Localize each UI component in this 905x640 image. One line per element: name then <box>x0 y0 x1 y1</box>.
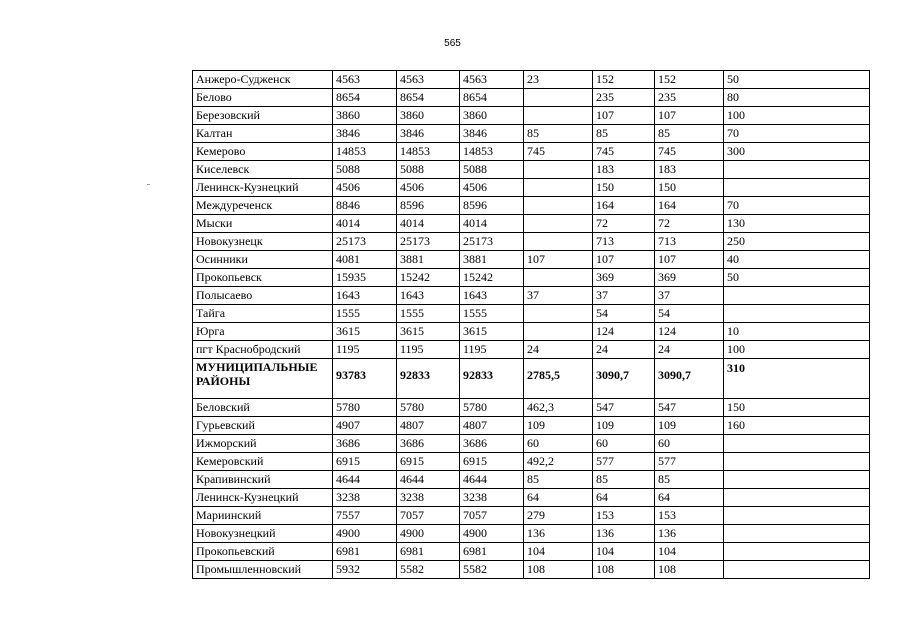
table-row <box>193 417 870 435</box>
value-cell: 100 <box>724 341 870 359</box>
value-cell: 85 <box>655 125 724 143</box>
value-cell: 8654 <box>397 89 460 107</box>
table-row <box>193 233 870 251</box>
value-cell: 150 <box>655 179 724 197</box>
value-cell <box>724 507 870 525</box>
section-row <box>193 359 870 399</box>
value-cell: 7057 <box>460 507 524 525</box>
table-row <box>193 561 870 579</box>
value-cell: 3238 <box>460 489 524 507</box>
value-cell: 300 <box>724 143 870 161</box>
value-cell: 109 <box>593 417 655 435</box>
value-cell: 85 <box>524 125 593 143</box>
value-cell: 3686 <box>333 435 397 453</box>
value-cell: 70 <box>724 125 870 143</box>
municipality-name-cell: Беловский <box>193 399 333 417</box>
value-cell: 72 <box>655 215 724 233</box>
municipality-name-cell: Белово <box>193 89 333 107</box>
value-cell: 4907 <box>333 417 397 435</box>
value-cell: 15935 <box>333 269 397 287</box>
table-row <box>193 471 870 489</box>
value-cell: 235 <box>593 89 655 107</box>
table-row <box>193 179 870 197</box>
value-cell: 152 <box>593 71 655 89</box>
value-cell: 124 <box>593 323 655 341</box>
value-cell: 4644 <box>397 471 460 489</box>
value-cell: 14853 <box>397 143 460 161</box>
value-cell: 85 <box>655 471 724 489</box>
municipality-name-cell: Ленинск-Кузнецкий <box>193 179 333 197</box>
value-cell: 3846 <box>397 125 460 143</box>
value-cell: 3238 <box>333 489 397 507</box>
value-cell: 3686 <box>397 435 460 453</box>
value-cell: 5932 <box>333 561 397 579</box>
value-cell <box>724 161 870 179</box>
value-cell: 107 <box>593 251 655 269</box>
value-cell: 713 <box>655 233 724 251</box>
value-cell <box>524 197 593 215</box>
value-cell: 8596 <box>460 197 524 215</box>
page-number: 565 <box>444 38 461 49</box>
value-cell <box>524 179 593 197</box>
value-cell: 153 <box>655 507 724 525</box>
value-cell: 4014 <box>333 215 397 233</box>
table-row <box>193 435 870 453</box>
value-cell: 109 <box>524 417 593 435</box>
municipality-name-cell: Мариинский <box>193 507 333 525</box>
value-cell: 3881 <box>397 251 460 269</box>
value-cell: 14853 <box>460 143 524 161</box>
value-cell: 547 <box>655 399 724 417</box>
table-row <box>193 143 870 161</box>
value-cell: 3860 <box>333 107 397 125</box>
value-cell: 8654 <box>333 89 397 107</box>
value-cell: 10 <box>724 323 870 341</box>
value-cell: 4014 <box>397 215 460 233</box>
value-cell: 3881 <box>460 251 524 269</box>
value-cell: 3615 <box>397 323 460 341</box>
municipality-name-cell: Калтан <box>193 125 333 143</box>
value-cell: 5088 <box>460 161 524 179</box>
value-cell: 5088 <box>397 161 460 179</box>
municipality-name-cell: Ленинск-Кузнецкий <box>193 489 333 507</box>
value-cell: 3860 <box>460 107 524 125</box>
value-cell: 3615 <box>460 323 524 341</box>
value-cell: 109 <box>655 417 724 435</box>
value-cell: 4807 <box>460 417 524 435</box>
value-cell: 37 <box>524 287 593 305</box>
municipality-name-cell: Березовский <box>193 107 333 125</box>
value-cell: 369 <box>593 269 655 287</box>
value-cell: 310 <box>724 359 870 399</box>
table-row <box>193 197 870 215</box>
value-cell: 462,3 <box>524 399 593 417</box>
municipality-name-cell: Кемеровский <box>193 453 333 471</box>
value-cell: 4563 <box>397 71 460 89</box>
table-row <box>193 125 870 143</box>
municipality-name-cell: Тайга <box>193 305 333 323</box>
value-cell: 72 <box>593 215 655 233</box>
value-cell: 60 <box>524 435 593 453</box>
value-cell: 136 <box>655 525 724 543</box>
value-cell: 152 <box>655 71 724 89</box>
value-cell: 279 <box>524 507 593 525</box>
value-cell: 153 <box>593 507 655 525</box>
table-row <box>193 305 870 323</box>
value-cell: 4900 <box>460 525 524 543</box>
value-cell <box>724 287 870 305</box>
table-row <box>193 323 870 341</box>
value-cell <box>524 161 593 179</box>
value-cell: 4563 <box>333 71 397 89</box>
municipality-name-cell: Анжеро-Судженск <box>193 71 333 89</box>
value-cell: 108 <box>655 561 724 579</box>
value-cell: 3686 <box>460 435 524 453</box>
value-cell: 8596 <box>397 197 460 215</box>
value-cell: 745 <box>655 143 724 161</box>
value-cell <box>724 561 870 579</box>
value-cell: 93783 <box>333 359 397 399</box>
value-cell: 92833 <box>460 359 524 399</box>
table-row <box>193 89 870 107</box>
value-cell: 136 <box>593 525 655 543</box>
value-cell: 107 <box>655 251 724 269</box>
value-cell: 107 <box>524 251 593 269</box>
value-cell <box>524 233 593 251</box>
value-cell: 7557 <box>333 507 397 525</box>
value-cell: 15242 <box>397 269 460 287</box>
value-cell: 6915 <box>460 453 524 471</box>
value-cell: 4644 <box>333 471 397 489</box>
value-cell: 64 <box>593 489 655 507</box>
value-cell <box>724 435 870 453</box>
table-row <box>193 489 870 507</box>
value-cell: 60 <box>655 435 724 453</box>
municipality-name-cell: Прокопьевский <box>193 543 333 561</box>
value-cell: 6981 <box>397 543 460 561</box>
municipality-name-cell: Крапивинский <box>193 471 333 489</box>
value-cell: 3846 <box>333 125 397 143</box>
value-cell: 124 <box>655 323 724 341</box>
value-cell: 164 <box>655 197 724 215</box>
table-row <box>193 507 870 525</box>
value-cell: 24 <box>593 341 655 359</box>
value-cell: 547 <box>593 399 655 417</box>
municipality-name-cell: пгт Краснобродский <box>193 341 333 359</box>
value-cell: 745 <box>593 143 655 161</box>
value-cell: 4900 <box>333 525 397 543</box>
table-row <box>193 453 870 471</box>
value-cell: 64 <box>524 489 593 507</box>
value-cell: 5780 <box>460 399 524 417</box>
value-cell: 4807 <box>397 417 460 435</box>
value-cell: 37 <box>593 287 655 305</box>
municipality-name-cell: Промышленновский <box>193 561 333 579</box>
table-row <box>193 251 870 269</box>
value-cell: 5088 <box>333 161 397 179</box>
value-cell: 3846 <box>460 125 524 143</box>
table-row <box>193 215 870 233</box>
value-cell: 5582 <box>397 561 460 579</box>
value-cell: 108 <box>524 561 593 579</box>
value-cell: 104 <box>655 543 724 561</box>
value-cell: 104 <box>593 543 655 561</box>
value-cell <box>724 489 870 507</box>
value-cell: 100 <box>724 107 870 125</box>
value-cell: 3090,7 <box>655 359 724 399</box>
value-cell <box>524 215 593 233</box>
value-cell: 1195 <box>397 341 460 359</box>
value-cell: 3238 <box>397 489 460 507</box>
value-cell: 25173 <box>333 233 397 251</box>
value-cell: 4014 <box>460 215 524 233</box>
value-cell: 3090,7 <box>593 359 655 399</box>
value-cell: 4506 <box>333 179 397 197</box>
value-cell: 713 <box>593 233 655 251</box>
table-row <box>193 287 870 305</box>
value-cell: 40 <box>724 251 870 269</box>
value-cell: 24 <box>524 341 593 359</box>
value-cell: 85 <box>593 471 655 489</box>
municipality-name-cell: МУНИЦИПАЛЬНЫЕ РАЙОНЫ <box>193 359 333 399</box>
value-cell: 1643 <box>397 287 460 305</box>
value-cell: 6915 <box>397 453 460 471</box>
value-cell: 3615 <box>333 323 397 341</box>
value-cell <box>724 305 870 323</box>
value-cell: 1555 <box>460 305 524 323</box>
value-cell <box>524 107 593 125</box>
value-cell: 4506 <box>460 179 524 197</box>
municipality-name-cell: Новокузнецкий <box>193 525 333 543</box>
value-cell: 1555 <box>333 305 397 323</box>
value-cell: 108 <box>593 561 655 579</box>
value-cell: 8846 <box>333 197 397 215</box>
value-cell: 92833 <box>397 359 460 399</box>
value-cell: 107 <box>655 107 724 125</box>
value-cell: 369 <box>655 269 724 287</box>
municipality-name-cell: Междуреченск <box>193 197 333 215</box>
value-cell <box>524 323 593 341</box>
value-cell: 235 <box>655 89 724 107</box>
value-cell: 1195 <box>460 341 524 359</box>
value-cell: 25173 <box>397 233 460 251</box>
value-cell: 183 <box>593 161 655 179</box>
value-cell: 50 <box>724 269 870 287</box>
value-cell: 4081 <box>333 251 397 269</box>
value-cell: 577 <box>655 453 724 471</box>
municipality-name-cell: Юрга <box>193 323 333 341</box>
value-cell: 64 <box>655 489 724 507</box>
value-cell: 150 <box>724 399 870 417</box>
value-cell: 25173 <box>460 233 524 251</box>
value-cell: 183 <box>655 161 724 179</box>
value-cell: 130 <box>724 215 870 233</box>
value-cell: 85 <box>524 471 593 489</box>
value-cell: 136 <box>524 525 593 543</box>
municipality-name-cell: Полысаево <box>193 287 333 305</box>
table-row <box>193 161 870 179</box>
municipality-name-cell: Прокопьевск <box>193 269 333 287</box>
value-cell: 1643 <box>460 287 524 305</box>
value-cell: 104 <box>524 543 593 561</box>
value-cell: 14853 <box>333 143 397 161</box>
value-cell: 6981 <box>460 543 524 561</box>
municipality-name-cell: Гурьевский <box>193 417 333 435</box>
value-cell: 4563 <box>460 71 524 89</box>
value-cell: 37 <box>655 287 724 305</box>
municipality-name-cell: Новокузнецк <box>193 233 333 251</box>
value-cell: 5780 <box>397 399 460 417</box>
value-cell: 4644 <box>460 471 524 489</box>
value-cell: 5582 <box>460 561 524 579</box>
table-row <box>193 107 870 125</box>
value-cell: 745 <box>524 143 593 161</box>
municipality-name-cell: Кемерово <box>193 143 333 161</box>
value-cell: 15242 <box>460 269 524 287</box>
value-cell: 50 <box>724 71 870 89</box>
value-cell: 150 <box>593 179 655 197</box>
value-cell: 70 <box>724 197 870 215</box>
table-row <box>193 525 870 543</box>
value-cell <box>524 269 593 287</box>
value-cell: 1195 <box>333 341 397 359</box>
value-cell: 6915 <box>333 453 397 471</box>
table-body <box>193 71 870 579</box>
table-row <box>193 341 870 359</box>
value-cell: 54 <box>655 305 724 323</box>
value-cell: 7057 <box>397 507 460 525</box>
value-cell: 3860 <box>397 107 460 125</box>
table-row <box>193 71 870 89</box>
value-cell <box>724 471 870 489</box>
value-cell: 250 <box>724 233 870 251</box>
value-cell: 492,2 <box>524 453 593 471</box>
value-cell: 80 <box>724 89 870 107</box>
value-cell: 160 <box>724 417 870 435</box>
value-cell: 4900 <box>397 525 460 543</box>
value-cell: 4506 <box>397 179 460 197</box>
value-cell: 54 <box>593 305 655 323</box>
value-cell: 23 <box>524 71 593 89</box>
table-row <box>193 269 870 287</box>
value-cell: 85 <box>593 125 655 143</box>
value-cell: 2785,5 <box>524 359 593 399</box>
value-cell <box>724 453 870 471</box>
value-cell: 60 <box>593 435 655 453</box>
value-cell: 6981 <box>333 543 397 561</box>
data-table <box>192 70 870 579</box>
municipality-name-cell: Осинники <box>193 251 333 269</box>
value-cell <box>724 543 870 561</box>
value-cell: 1555 <box>397 305 460 323</box>
value-cell <box>724 179 870 197</box>
value-cell: 5780 <box>333 399 397 417</box>
table-row <box>193 399 870 417</box>
stray-mark <box>147 184 150 185</box>
value-cell <box>724 525 870 543</box>
value-cell: 164 <box>593 197 655 215</box>
municipality-name-cell: Ижморский <box>193 435 333 453</box>
value-cell: 1643 <box>333 287 397 305</box>
municipality-name-cell: Мыски <box>193 215 333 233</box>
value-cell: 8654 <box>460 89 524 107</box>
value-cell <box>524 305 593 323</box>
value-cell: 577 <box>593 453 655 471</box>
table-row <box>193 543 870 561</box>
value-cell: 107 <box>593 107 655 125</box>
value-cell: 24 <box>655 341 724 359</box>
value-cell <box>524 89 593 107</box>
municipality-name-cell: Киселевск <box>193 161 333 179</box>
